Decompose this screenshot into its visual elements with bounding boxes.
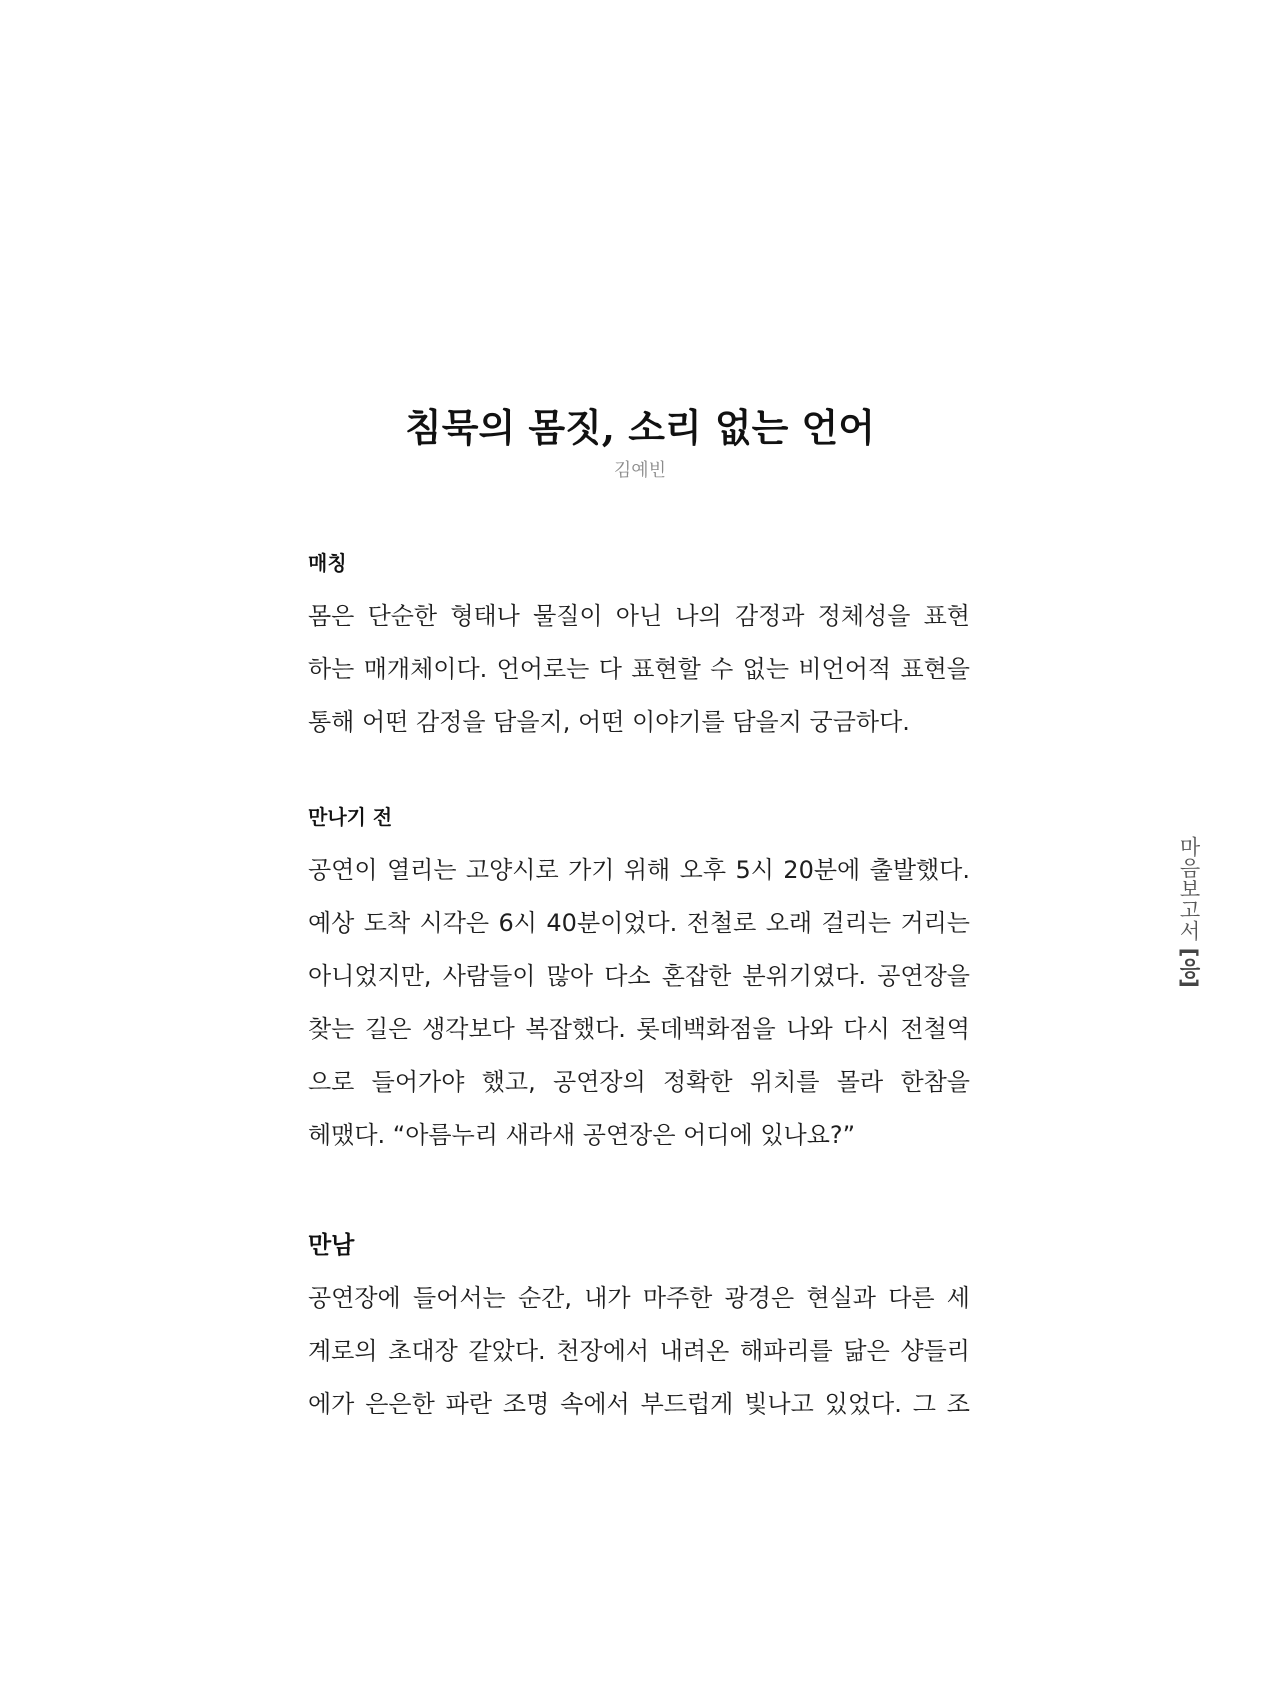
section-heading: 매칭: [308, 551, 347, 575]
section-heading: 만나기 전: [308, 805, 393, 829]
section-meeting: [308, 1228, 970, 1431]
text-line: 아니었지만, 사람들이 많아 다소 혼잡한 분위기였다. 공연장을: [308, 962, 970, 990]
side-section-label: [1176, 836, 1202, 988]
text-line: 몸은 단순한 형태나 물질이 아닌 나의 감정과 정체성을 표현: [308, 602, 970, 630]
author-name: 김예빈: [613, 460, 667, 481]
side-label-text: 마음보고서: [1177, 836, 1201, 941]
text-line: 으로 들어가야 했고, 공연장의 정확한 위치를 몰라 한참을: [308, 1068, 970, 1096]
text-line: 계로의 초대장 같았다. 천장에서 내려온 해파리를 닮은 샹들리: [308, 1337, 970, 1365]
text-line: 통해 어떤 감정을 담을지, 어떤 이야기를 담을지 궁금하다.: [308, 708, 910, 736]
text-line: 에가 은은한 파란 조명 속에서 부드럽게 빛나고 있었다. 그 조: [308, 1390, 970, 1418]
section-before-meeting: [308, 800, 970, 1162]
text-line: 예상 도착 시각은 6시 40분이었다. 전철로 오래 걸리는 거리는: [308, 909, 970, 937]
text-line: 공연이 열리는 고양시로 가기 위해 오후 5시 20분에 출발했다.: [308, 856, 970, 884]
section-paragraph: [308, 1272, 970, 1431]
text-line: 공연장에 들어서는 순간, 내가 마주한 광경은 현실과 다른 세: [308, 1284, 970, 1312]
text-line: 하는 매개체이다. 언어로는 다 표현할 수 없는 비언어적 표현을: [308, 655, 970, 683]
side-label-badge: [응]: [1177, 947, 1201, 988]
text-line: 찾는 길은 생각보다 복잡했다. 롯데백화점을 나와 다시 전철역: [308, 1015, 970, 1043]
section-matching: [308, 546, 970, 749]
section-paragraph: [308, 844, 970, 1162]
section-heading: 만남: [308, 1231, 355, 1259]
text-line: 헤맸다. “아름누리 새라새 공연장은 어디에 있나요?”: [308, 1121, 856, 1149]
section-paragraph: [308, 590, 970, 749]
page-title: 침묵의 몸짓, 소리 없는 언어: [405, 405, 875, 451]
